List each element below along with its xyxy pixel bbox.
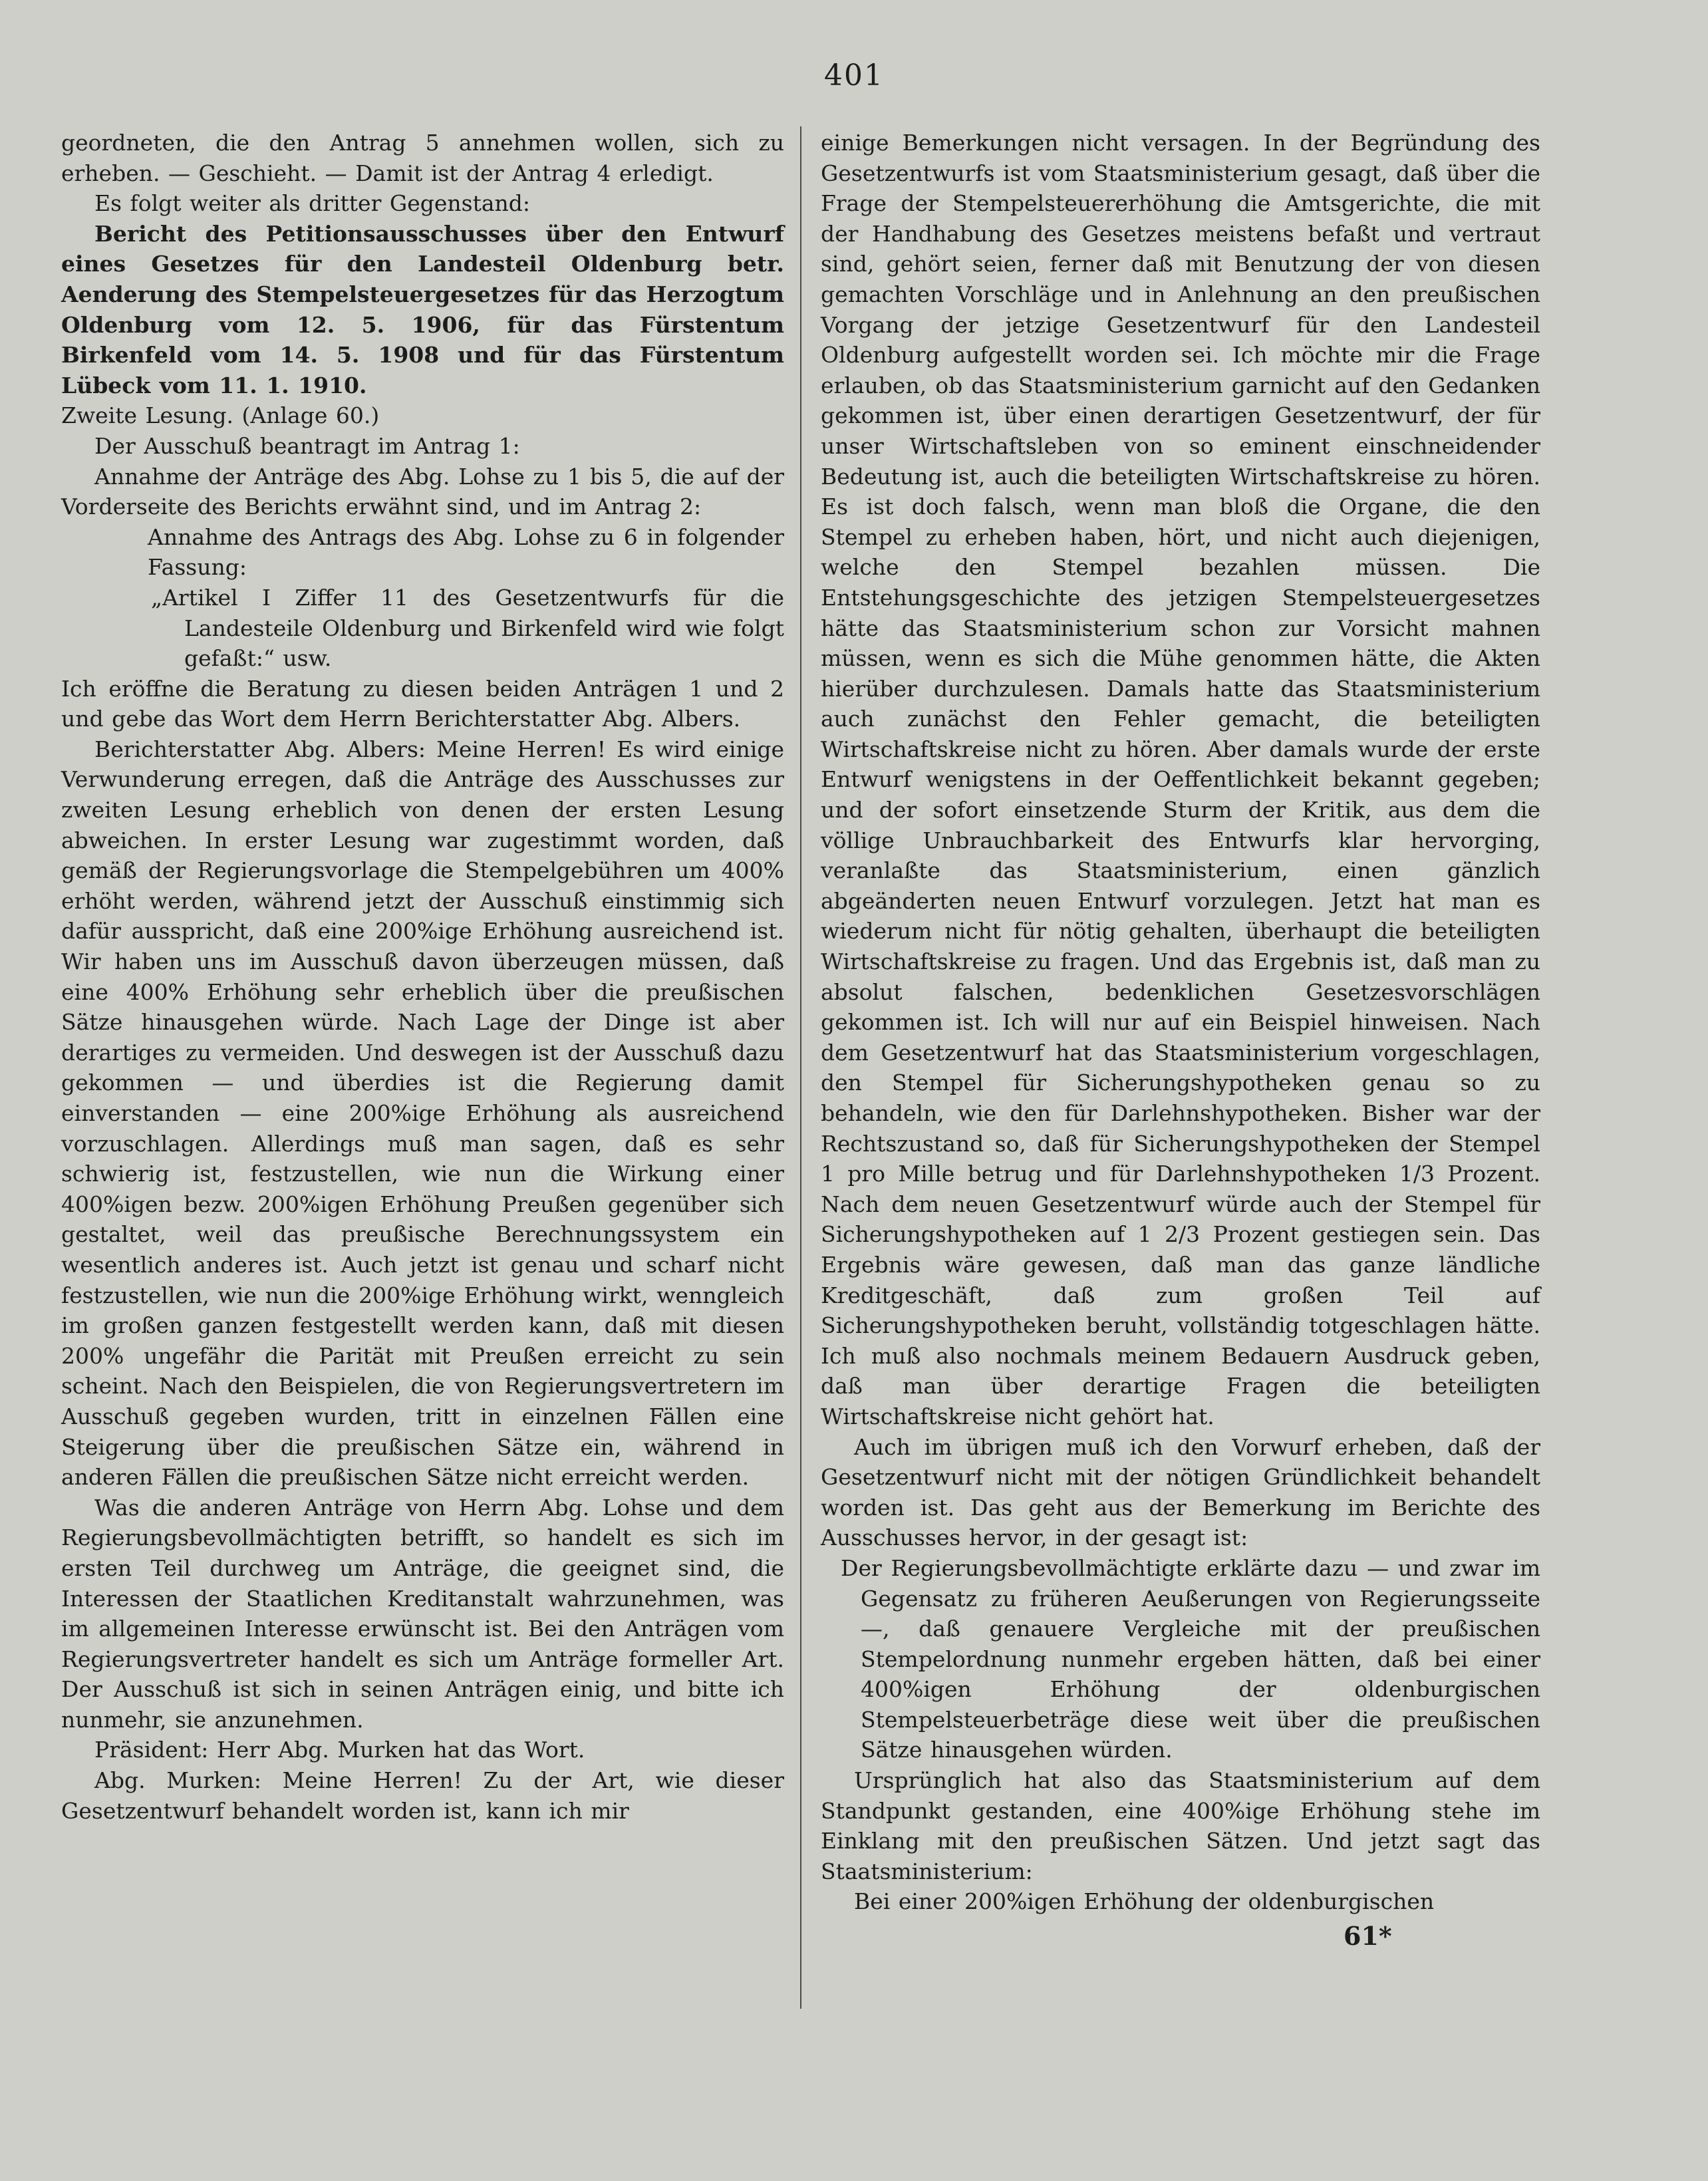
paragraph: „Artikel I Ziffer 11 des Gesetzentwurfs für die Landesteile Oldenburg und Birkenfeld wird wie folgt gefaßt:“ usw. (151, 584, 784, 672)
paragraph: Berichterstatter Abg. Albers: Meine Herren! Es wird einige Verwunderung erregen, daß die Anträge des Ausschusses zur zweiten Lesung erheblich von denen der ersten Lesung abweichen. In erster Lesung war zugestimmt worden, daß gemäß der Regierungsvorlage die Stempelgebühren um 400% erhöht werden, während jetzt der Ausschuß einstimmig sich dafür ausspricht, daß eine 200%ige Erhöhung ausreichend ist. Wir haben uns im Ausschuß davon überzeugen müssen, daß eine 400% Erhöhung sehr erheblich über die preußischen Sätze hinausgehen würde. Nach Lage der Dinge ist aber derartiges zu vermeiden. Und deswegen ist der Ausschuß dazu gekommen — und überdies ist die Regierung damit einverstanden — eine 200%ige Erhöhung als ausreichend vorzuschlagen. Allerdings muß man sagen, daß es sehr schwierig ist, festzustellen, wie nun die Wirkung einer 400%igen bezw. 200%igen Erhöhung Preußen gegenüber sich gestaltet, weil das preußische Berechnungssystem ein wesentlich anderes ist. Auch jetzt ist genau und scharf nicht festzustellen, wie nun die 200%ige Erhöhung wirkt, wenngleich im großen ganzen festgestellt werden kann, daß mit diesen 200% ungefähr die Parität mit Preußen erreicht zu sein scheint. Nach den Beispielen, die von Regierungsvertretern im Ausschuß gegeben wurden, tritt in einzelnen Fällen eine Steigerung über die preußischen Sätze ein, während in anderen Fällen die preußischen Sätze nicht erreicht werden. (61, 736, 784, 1491)
paragraph: Der Ausschuß beantragt im Antrag 1: (94, 432, 520, 459)
paragraph: Ich eröffne die Beratung zu diesen beiden Anträgen 1 und 2 und gebe das Wort dem Herrn Berichterstatter Abg. Albers. (61, 675, 784, 732)
paragraph: Bericht des Petitionsausschusses über den Entwurf eines Gesetzes für den Landesteil Oldenburg betr. Aenderung des Stempelsteuergesetzes für das Herzogtum Oldenburg vom 12. 5. 1906, für das Fürstentum Birkenfeld vom 14. 5. 1908 und für das Fürstentum Lübeck vom 11. 1. 1910. (61, 220, 784, 398)
paragraph: Annahme des Antrags des Abg. Lohse zu 6 in folgender Fassung: (148, 523, 784, 581)
paragraph: Auch im übrigen muß ich den Vorwurf erheben, daß der Gesetzentwurf nicht mit der nötigen Gründlichkeit behandelt worden ist. Das geht aus der Bemerkung im Berichte des Ausschusses hervor, in der gesagt ist: (821, 1433, 1540, 1551)
paragraph: Der Regierungsbevollmächtigte erklärte dazu — und zwar im Gegensatz zu früheren Aeußerungen von Regierungsseite —, daß genauere Vergleiche mit der preußischen Stempelordnung nunmehr ergeben hätten, daß bei einer 400%igen Erhöhung der oldenburgischen Stempelsteuerbeträge diese weit über die preußischen Sätze hinausgehen würden. (841, 1554, 1540, 1763)
paragraph: Präsident: Herr Abg. Murken hat das Wort. (94, 1737, 585, 1763)
paragraph: Bei einer 200%igen Erhöhung der oldenburgischen (854, 1888, 1435, 1915)
signature-mark: 61* (1344, 1921, 1392, 1951)
page-number: 401 (824, 59, 884, 92)
right-column (821, 128, 1540, 1917)
column-divider (800, 126, 801, 2009)
paragraph: Ursprünglich hat also das Staatsministerium auf dem Standpunkt gestanden, eine 400%ige Erhöhung stehe im Einklang mit den preußischen Sätzen. Und jetzt sagt das Staatsministerium: (821, 1767, 1540, 1884)
paragraph: Was die anderen Anträge von Herrn Abg. Lohse und dem Regierungsbevollmächtigten betrifft, so handelt es sich im ersten Teil durchweg um Anträge, die geeignet sind, die Interessen der Staatlichen Kreditanstalt wahrzunehmen, was im allgemeinen Interesse erwünscht ist. Bei den Anträgen vom Regierungsvertreter handelt es sich um Anträge formeller Art. Der Ausschuß ist sich in seinen Anträgen einig, und bitte ich nunmehr, sie anzunehmen. (61, 1494, 784, 1733)
paragraph: Zweite Lesung. (Anlage 60.) (61, 402, 380, 429)
paragraph: Abg. Murken: Meine Herren! Zu der Art, wie dieser Gesetzentwurf behandelt worden ist, kann ich mir (61, 1767, 784, 1824)
paragraph: Annahme der Anträge des Abg. Lohse zu 1 bis 5, die auf der Vorderseite des Berichts erwähnt sind, und im Antrag 2: (61, 463, 784, 520)
paragraph: einige Bemerkungen nicht versagen. In der Begründung des Gesetzentwurfs ist vom Staatsministerium gesagt, daß über die Frage der Stempelsteuererhöhung die Amtsgerichte, die mit der Handhabung des Gesetzes meistens befaßt und vertraut sind, gehört seien, ferner daß mit Benutzung der von diesen gemachten Vorschläge und in Anlehnung an den preußischen Vorgang der jetzige Gesetzentwurf für den Landesteil Oldenburg aufgestellt worden sei. Ich möchte mir die Frage erlauben, ob das Staatsministerium garnicht auf den Gedanken gekommen ist, über einen derartigen Gesetzentwurf, der für unser Wirtschaftsleben von so eminent einschneidender Bedeutung ist, auch die beteiligten Wirtschaftskreise zu hören. Es ist doch falsch, wenn man bloß die Organe, die den Stempel zu erheben haben, hört, und nicht auch diejenigen, welche den Stempel bezahlen müssen. Die Entstehungsgeschichte des jetzigen Stempelsteuergesetzes hätte das Staatsministerium schon zur Vorsicht mahnen müssen, wenn es sich die Mühe genommen hätte, die Akten hierüber durchzulesen. Damals hatte das Staatsministerium auch zunächst den Fehler gemacht, die beteiligten Wirtschaftskreise nicht zu hören. Aber damals wurde der erste Entwurf wenigstens in der Oeffentlichkeit bekannt gegeben; und der sofort einsetzende Sturm der Kritik, aus dem die völlige Unbrauchbarkeit des Entwurfs klar hervorging, veranlaßte das Staatsministerium, einen gänzlich abgeänderten neuen Entwurf vorzulegen. Jetzt hat man es wiederum nicht für nötig gehalten, überhaupt die beteiligten Wirtschaftskreise zu fragen. Und das Ergebnis ist, daß man zu absolut falschen, bedenklichen Gesetzesvorschlägen gekommen ist. Ich will nur auf ein Beispiel hinweisen. Nach dem Gesetzentwurf hat das Staatsministerium vorgeschlagen, den Stempel für Sicherungshypotheken genau so zu behandeln, wie den für Darlehnshypotheken. Bisher war der Rechtszustand so, daß für Sicherungshypotheken der Stempel 1 pro Mille betrug und für Darlehnshypotheken 1/3 Prozent. Nach dem neuen Gesetzentwurf würde auch der Stempel für Sicherungshypotheken auf 1 2/3 Prozent gestiegen sein. Das Ergebnis wäre gewesen, daß man das ganze ländliche Kreditgeschäft, daß zum großen Teil auf Sicherungshypotheken beruht, vollständig totgeschlagen hätte. Ich muß also nochmals meinem Bedauern Ausdruck geben, daß man über derartige Fragen die beteiligten Wirtschaftskreise nicht gehört hat. (821, 130, 1540, 1429)
left-column (61, 128, 784, 1826)
paragraph: geordneten, die den Antrag 5 annehmen wollen, sich zu erheben. — Geschieht. — Damit ist der Antrag 4 erledigt. (61, 130, 784, 186)
paragraph: Es folgt weiter als dritter Gegenstand: (94, 190, 530, 217)
